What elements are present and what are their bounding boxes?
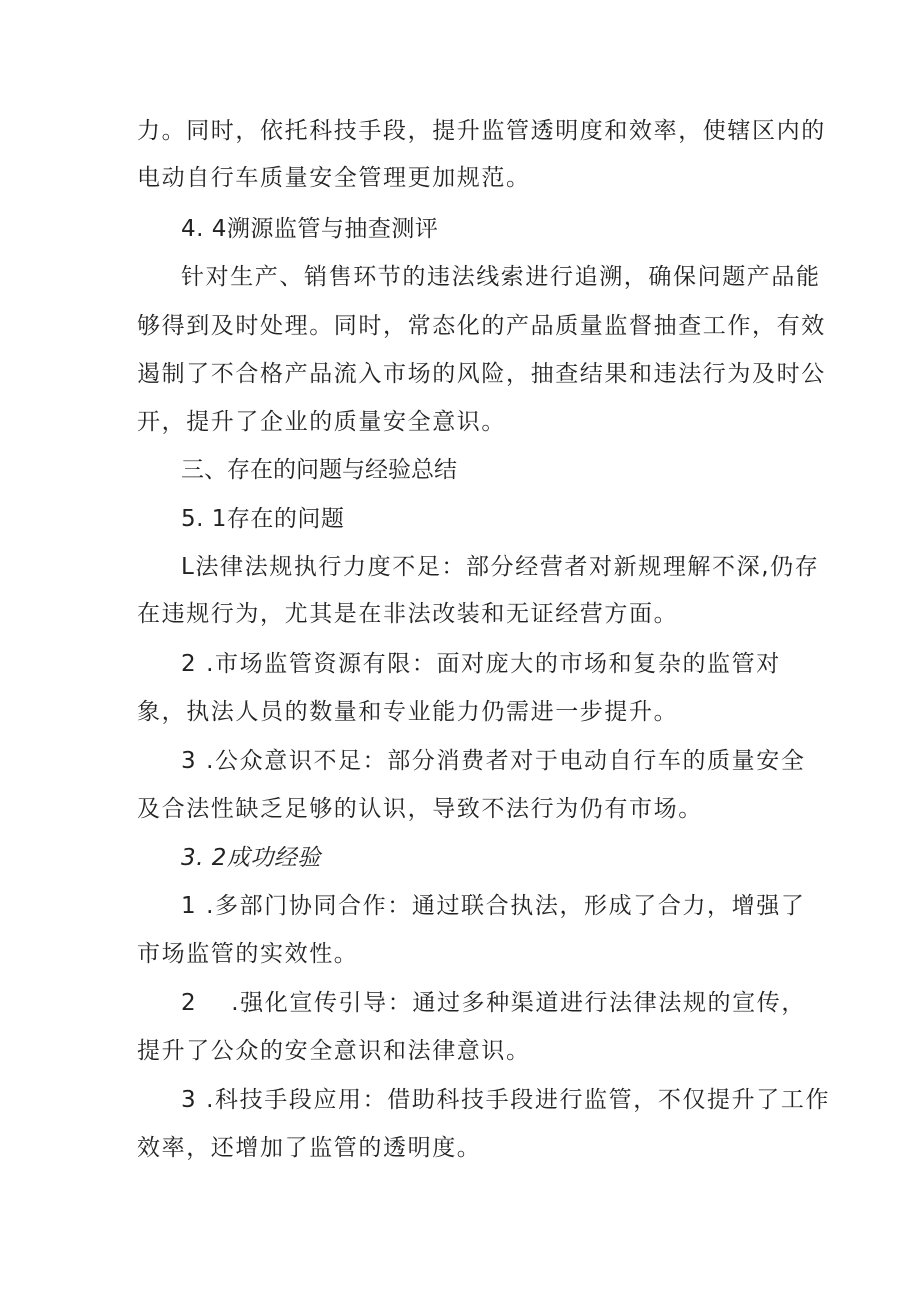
list-item-line: 效率，还增加了监管的透明度。 xyxy=(137,1135,482,1161)
paragraph-line: 针对生产、销售环节的违法线索进行追溯，确保问题产品能 xyxy=(181,264,821,290)
list-item-line: 提升了公众的安全意识和法律意识。 xyxy=(137,1038,531,1064)
list-item-line: L法律法规执行力度不足：部分经营者对新规理解不深,仍存 xyxy=(181,554,820,580)
section-heading: 三、存在的问题与经验总结 xyxy=(181,457,457,483)
list-item-line xyxy=(181,988,806,1018)
list-item-line: 及合法性缺乏足够的认识，导致不法行为仍有市场。 xyxy=(137,796,703,822)
list-item-line: 市场监管的实效性。 xyxy=(137,941,359,967)
list-item-line: 1 .多部门协同合作：通过联合执法，形成了合力，增强了 xyxy=(181,893,806,919)
list-item-line: 3 .科技手段应用：借助科技手段进行监管，不仅提升了工作 xyxy=(181,1087,831,1113)
subsection-heading: 4. 4溯源监管与抽查测评 xyxy=(181,216,439,242)
paragraph-line: 遏制了不合格产品流入市场的风险，抽查结果和违法行为及时公 xyxy=(137,361,826,387)
paragraph-line: 开，提升了企业的质量安全意识。 xyxy=(137,409,506,435)
list-item-line: 3 .公众意识不足：部分消费者对于电动自行车的质量安全 xyxy=(181,748,806,774)
paragraph-line: 力。同时，依托科技手段，提升监管透明度和效率，使辖区内的 xyxy=(137,118,826,144)
list-item-line: 在违规行为，尤其是在非法改装和无证经营方面。 xyxy=(137,601,679,627)
list-item-line: 2 .市场监管资源有限：面对庞大的市场和复杂的监管对 xyxy=(181,651,781,677)
list-item-line: 象，执法人员的数量和专业能力仍需进一步提升。 xyxy=(137,699,679,725)
list-item-number: 2 xyxy=(181,990,198,1016)
paragraph-line: 电动自行车质量安全管理更加规范。 xyxy=(137,165,531,191)
paragraph-line: 够得到及时处理。同时，常态化的产品质量监督抽查工作，有效 xyxy=(137,313,826,339)
subsection-heading: 3. 2成功经验 xyxy=(181,845,321,871)
subsection-heading: 5. 1存在的问题 xyxy=(181,506,345,532)
list-item-text: .强化宣传引导：通过多种渠道进行法律法规的宣传， xyxy=(231,990,806,1016)
